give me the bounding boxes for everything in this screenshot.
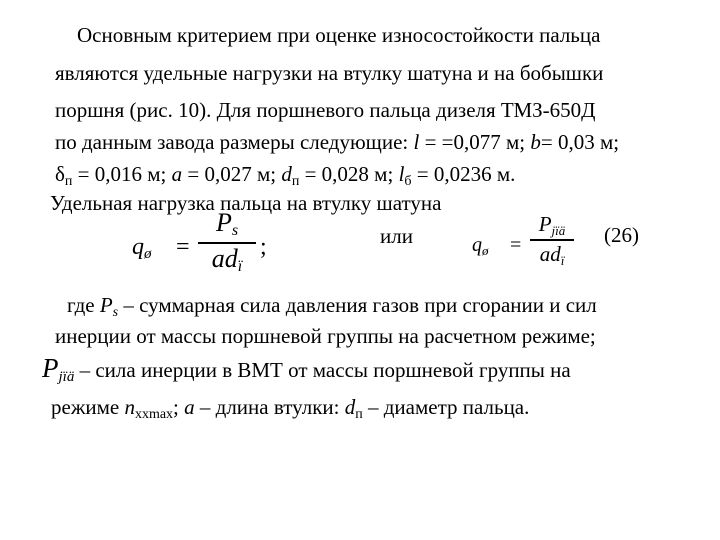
paragraph1-line2: являются удельные нагрузки на втулку шатуна и на бобышки [55,61,604,85]
var-d: d [281,162,292,186]
p2-line4-b: ; [173,395,185,419]
right-ad-sub: ï [560,252,565,268]
formula-right-lhs [472,234,489,257]
paragraph2-line4 [51,394,529,424]
equation-number: (26) [604,223,639,247]
formula-right-numerator [539,212,566,239]
p2-line4-c: – длина втулки: [194,395,345,419]
left-q: q [132,234,144,260]
line5-text-e: = 0,0236 м. [411,162,516,186]
formula-right-equals: = [510,234,522,256]
p2-Pjid-sub: jïä [58,369,75,385]
p2-n-sub: xxmax [134,407,174,422]
p2-d-sub: п [355,407,363,422]
heading-line: Удельная нагрузка пальца на втулку шатуна [50,191,442,215]
paragraph2-line3 [42,355,571,386]
formula-left-numerator [216,208,238,242]
p2-line4-e: – диаметр пальца. [362,395,530,419]
right-P-sub: jïä [551,223,566,238]
formula-left-denominator [212,244,242,278]
formula-right-fraction [530,212,574,270]
line5-text-c: = 0,028 м; [299,162,399,186]
var-delta-sub: п [64,174,73,189]
p2-line4-a: режиме [51,395,125,419]
var-delta: δ [55,162,65,186]
p2-Ps-sub: s [112,305,119,320]
formula-left-equals: = [176,234,190,260]
left-ad: ad [211,243,238,273]
left-q-sub: ø [144,246,152,262]
paragraph2-line1 [67,292,597,322]
p2-n: n [124,395,135,419]
var-a: a [171,162,183,186]
var-d-sub: п [291,174,300,189]
line4-text-c: = 0,03 м; [540,130,620,154]
paragraph1-line5 [55,161,515,191]
right-q: q [472,234,482,256]
line5-text-b: = 0,027 м; [182,162,282,186]
formula-left-lhs [132,234,152,261]
formula-right-denominator [540,241,565,270]
p2-d: d [344,395,356,419]
line5-text-a: = 0,016 м; [72,162,172,186]
formula-left-semicolon: ; [260,234,267,260]
right-q-sub: ø [482,243,489,258]
paragraph1-line4 [55,129,619,155]
p2-Ps: P [99,293,113,317]
p2-line3-b: – сила инерции в ВМТ от массы поршневой группы на [74,358,571,382]
or-word: или [380,224,413,248]
var-b: b [530,130,541,154]
left-P-sub: s [231,222,239,239]
right-P: P [538,212,552,236]
p2-a: a [184,395,195,419]
paragraph1-line3: поршня (рис. 10). Для поршневого пальца дизеля ТМЗ-650Д [55,98,596,122]
p2-line1-b: – суммарная сила давления газов при сгорании и сил [118,293,597,317]
formula-left-fraction [198,208,256,278]
var-l: l [413,130,420,154]
var-lb-sub: б [404,174,412,189]
left-P: P [215,208,232,237]
right-ad: ad [539,241,561,266]
paragraph1-line1: Основным критерием при оценке износостойкости пальца [77,23,601,47]
line4-text-a: по данным завода размеры следующие: [55,130,414,154]
paragraph2-line2: инерции от массы поршневой группы на расчетном режиме; [55,324,596,348]
p2-Pjid: P [42,353,59,383]
left-ad-sub: ï [237,257,243,275]
line4-text-b: = =0,077 м; [419,130,531,154]
var-lb: l [398,162,405,186]
p2-line1-a: где [67,293,100,317]
